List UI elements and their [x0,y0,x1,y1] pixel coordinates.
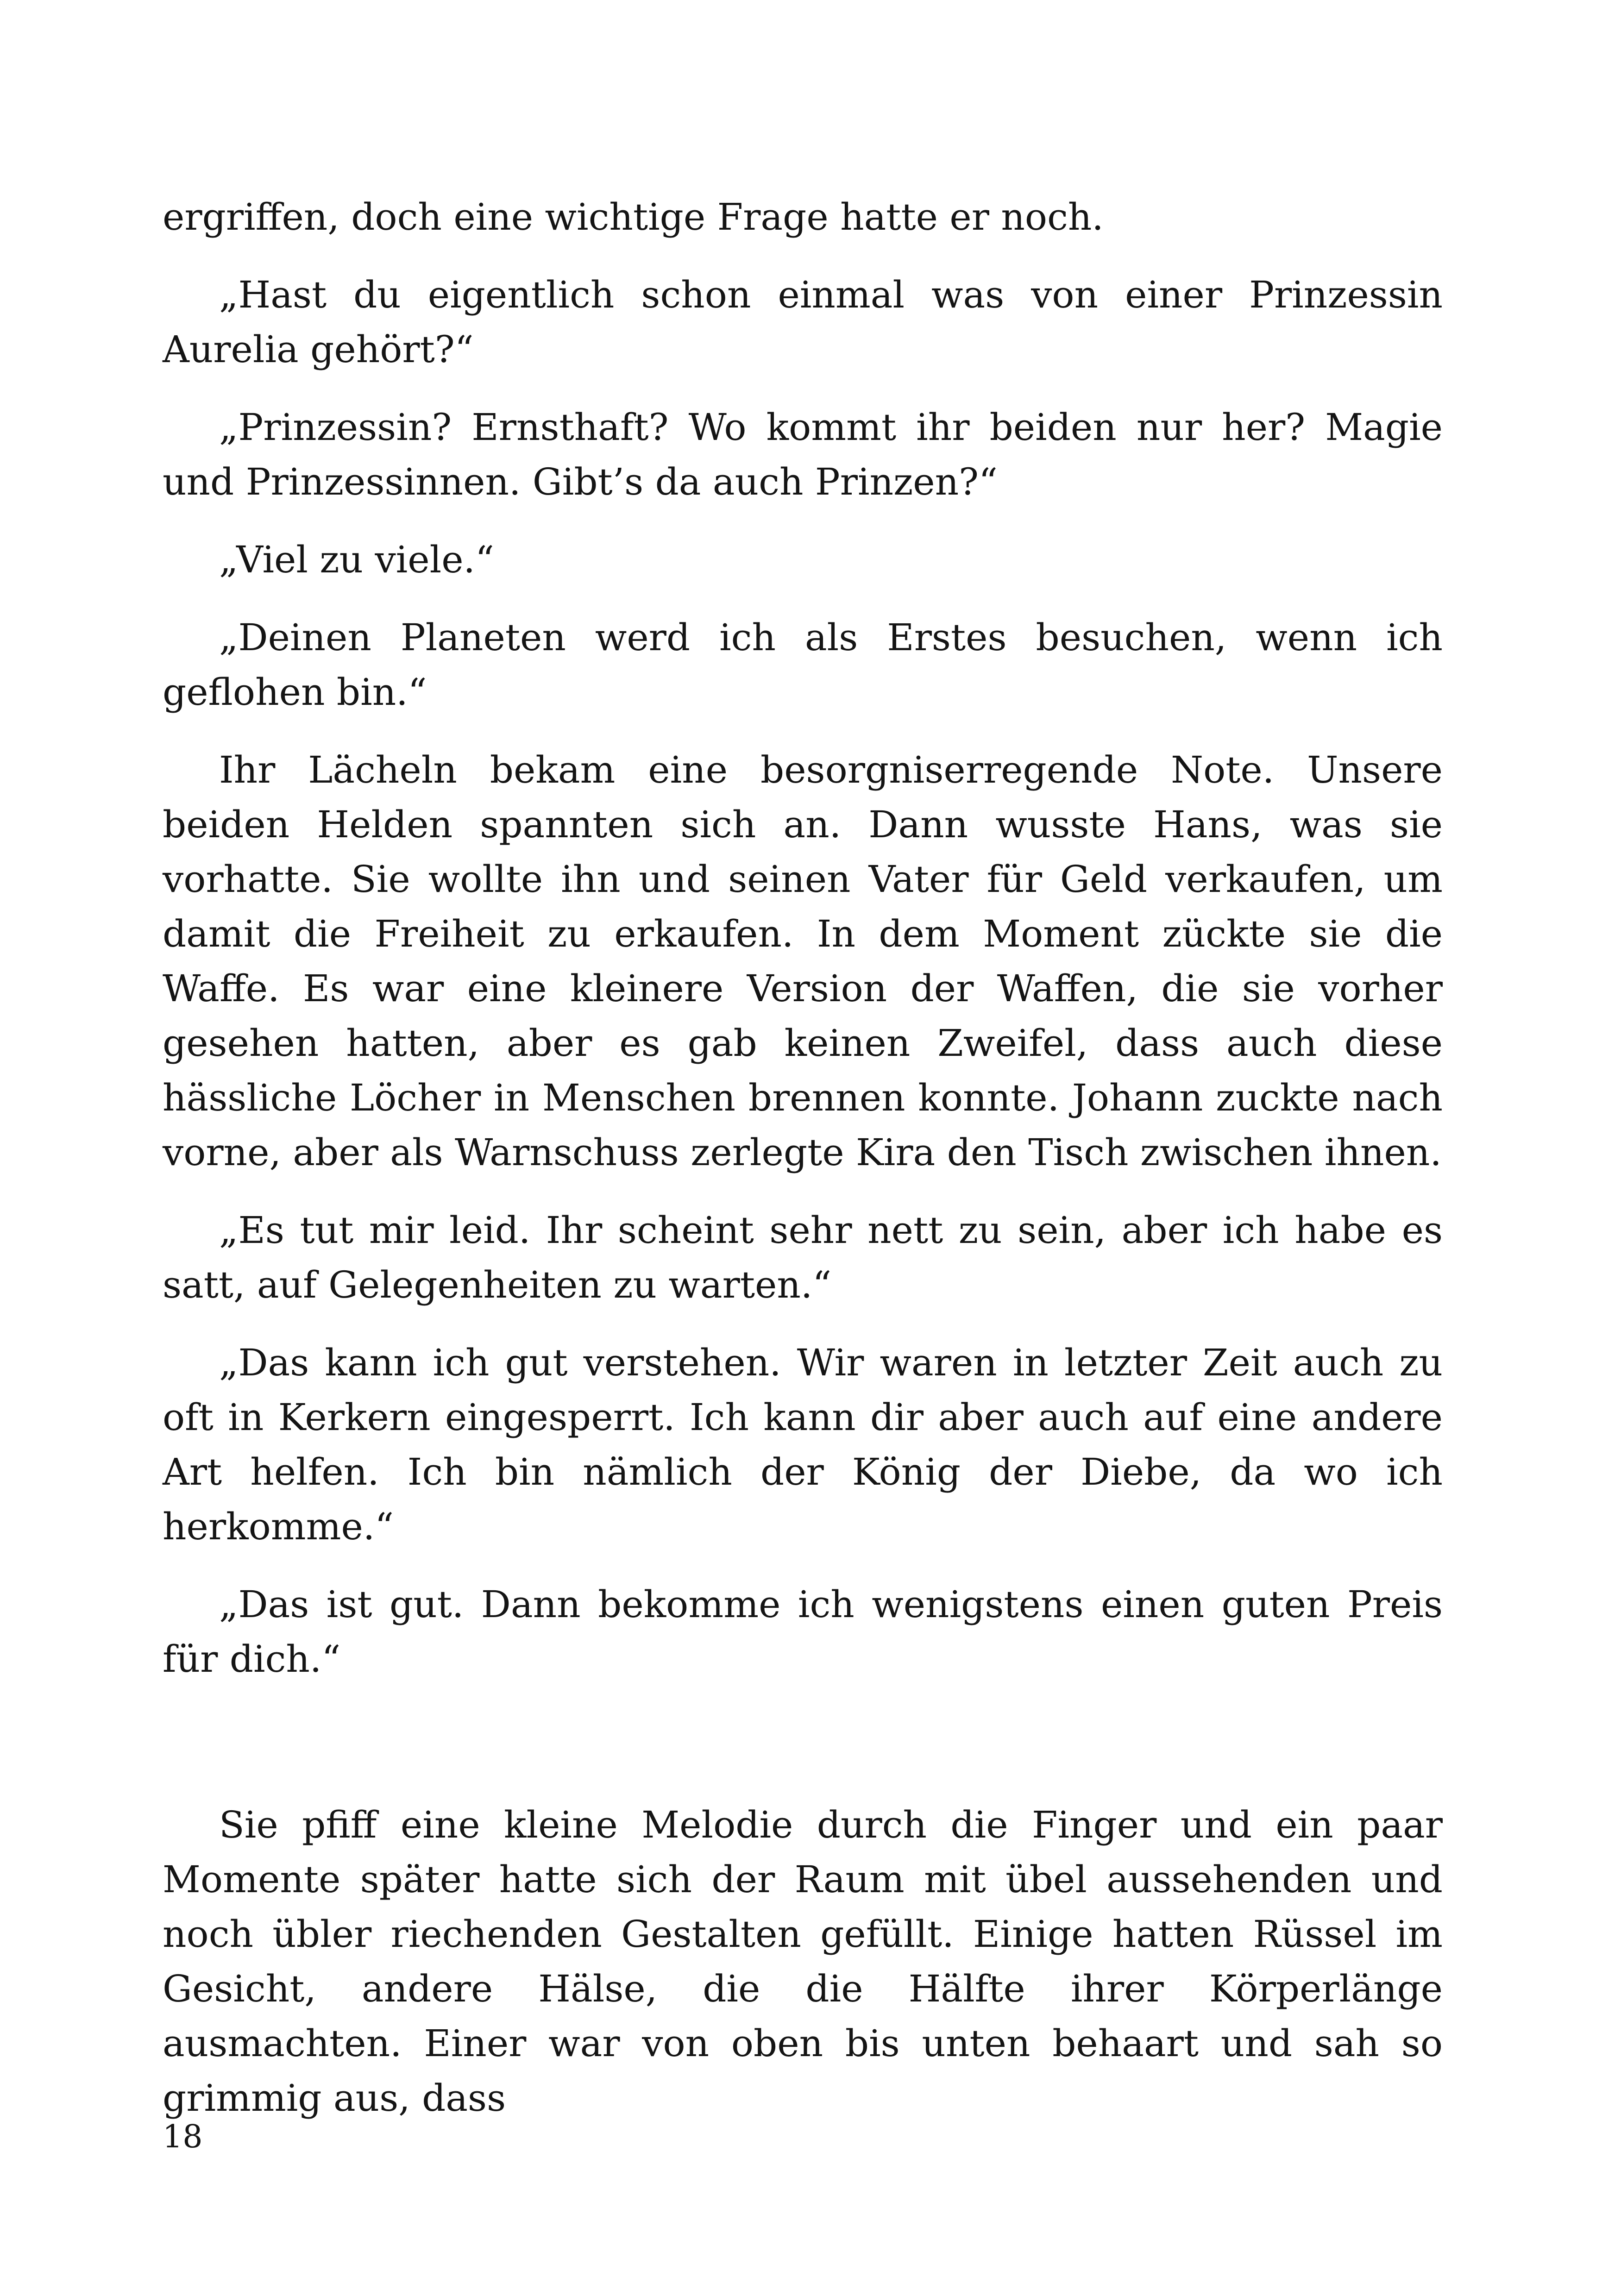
paragraph-dialogue-leid: „Es tut mir leid. Ihr scheint sehr nett zu sein, aber ich habe es satt, auf Gelegenheiten zu warten.“ [163,1209,1443,1306]
paragraph-dialogue-verstehen: „Das kann ich gut verstehen. Wir waren in letzter Zeit auch zu oft in Kerkern eingesperrt. Ich kann dir aber auch auf eine andere Art helfen. Ich bin nämlich der König der Diebe, da wo ich herkomme.“ [163,1341,1443,1548]
paragraph-continuation: ergriffen, doch eine wichtige Frage hatte er noch. [163,195,1104,238]
paragraph-dialogue-prinzessin: „Prinzessin? Ernsthaft? Wo kommt ihr beiden nur her? Magie und Prinzessinnen. Gibt’s da auch Prinzen?“ [163,406,1443,503]
paragraph-narration-laecheln: Ihr Lächeln bekam eine besorgniserregende Note. Unsere beiden Helden spannten sich an. Dann wusste Hans, was sie vorhatte. Sie wollte ihn und seinen Vater für Geld verkaufen, um damit die Freiheit zu erkaufen. In dem Moment zückte sie die Waffe. Es war eine kleinere Version der Waffen, die sie vorher gesehen hatten, aber es gab keinen Zweifel, dass auch diese hässliche Löcher in Menschen brennen konnte. Johann zuckte nach vorne, aber als Warnschuss zerlegte Kira den Tisch zwischen ihnen. [163,748,1443,1174]
page-number: 18 [163,2119,203,2155]
paragraph-dialogue-planeten: „Deinen Planeten werd ich als Erstes besuchen, wenn ich geflohen bin.“ [163,616,1443,714]
paragraph-dialogue-aurelia: „Hast du eigentlich schon einmal was von einer Prinzessin Aurelia gehört?“ [163,273,1443,371]
paragraph-narration-melodie: Sie pfiff eine kleine Melodie durch die Finger und ein paar Momente später hatte sich der Raum mit übel aussehenden und noch übler riechenden Gestalten gefüllt. Einige hatten Rüssel im Gesicht, andere Hälse, die die Hälfte ihrer Körperlänge ausmachten. Einer war von oben bis unten behaart und sah so grimmig aus, dass [163,1803,1443,2120]
paragraph-dialogue-gut: „Das ist gut. Dann bekomme ich wenigstens einen guten Preis für dich.“ [163,1583,1443,1681]
paragraph-dialogue-viel: „Viel zu viele.“ [219,538,494,581]
body-text [163,190,1443,2149]
